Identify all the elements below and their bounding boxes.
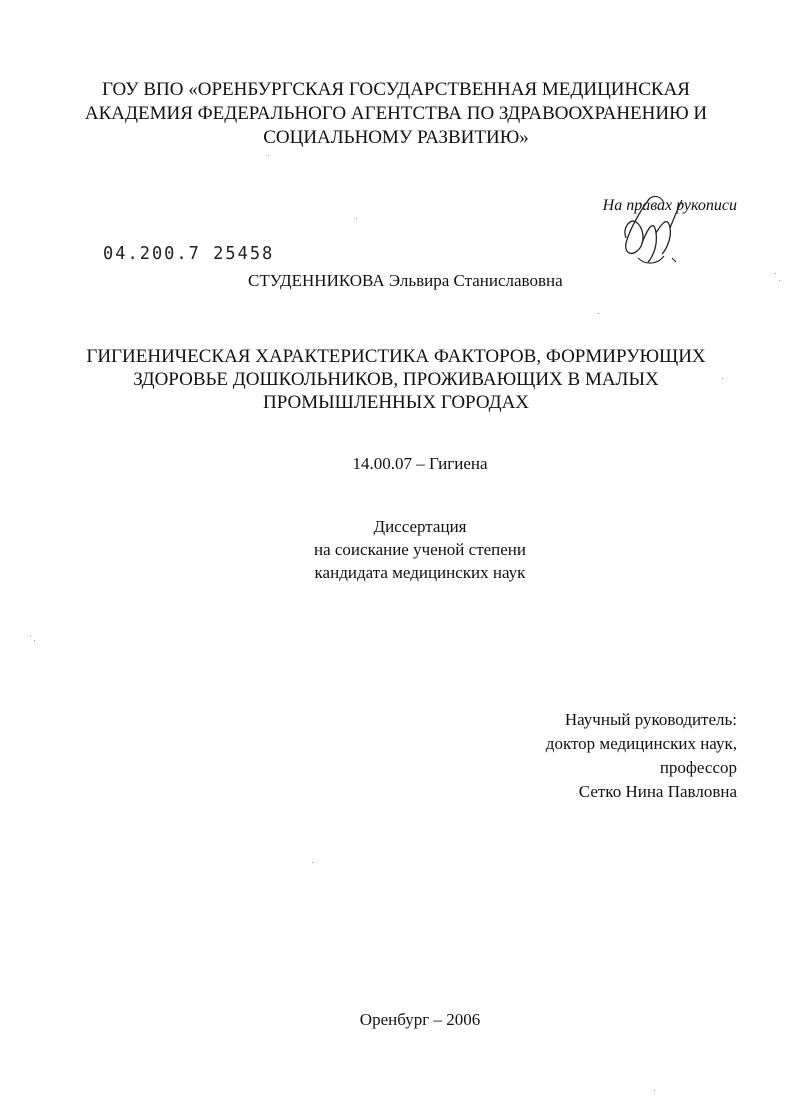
institution-line-3: СОЦИАЛЬНОМУ РАЗВИТИЮ» [263,127,529,148]
scan-speck [775,273,776,274]
rights-note: На правах рукописи [602,197,737,214]
institution-line-1: ГОУ ВПО «ОРЕНБУРГСКАЯ ГОСУДАРСТВЕННАЯ МЕДИЦИНСКАЯ [102,79,690,100]
supervisor-line-1: Научный руководитель: [564,710,737,729]
degree-line-2: на соискание ученой степени [313,540,527,559]
title-line-3: ПРОМЫШЛЕННЫХ ГОРОДАХ [262,392,530,413]
degree-line-3: кандидата медицинских наук [314,563,526,582]
title-line-2: ЗДОРОВЬЕ ДОШКОЛЬНИКОВ, ПРОЖИВАЮЩИХ В МАЛЫХ [133,369,659,390]
scan-speck [356,218,357,219]
degree-statement [0,515,792,584]
institution-header [0,78,792,150]
scan-speck [312,862,313,863]
supervisor-line-3: профессор [659,758,737,777]
scan-speck [598,313,599,314]
supervisor-line-4: Сетко Нина Павловна [578,782,737,801]
scan-speck [268,155,269,156]
specialty-code: 14.00.07 – Гигиена [352,454,488,473]
degree-line-1: Диссертация [373,517,467,536]
scan-speck [34,640,35,641]
scan-speck [30,636,31,637]
registration-number: 04.200.7 25458 [103,243,275,265]
city-year: Оренбург – 2006 [359,1010,481,1029]
scan-speck [722,378,723,379]
supervisor-block [546,708,737,804]
author-name: СТУДЕННИКОВА Эльвира Станиславовна [248,271,563,290]
institution-line-2: АКАДЕМИЯ ФЕДЕРАЛЬНОГО АГЕНТСТВА ПО ЗДРАВООХРАНЕНИЮ И [84,103,708,124]
scan-speck [654,1090,655,1091]
dissertation-title [0,345,792,414]
handwritten-signature [612,188,692,273]
scan-speck [779,280,780,281]
title-line-1: ГИГИЕНИЧЕСКАЯ ХАРАКТЕРИСТИКА ФАКТОРОВ, ФОРМИРУЮЩИХ [86,346,706,367]
supervisor-line-2: доктор медицинских наук, [545,734,737,753]
